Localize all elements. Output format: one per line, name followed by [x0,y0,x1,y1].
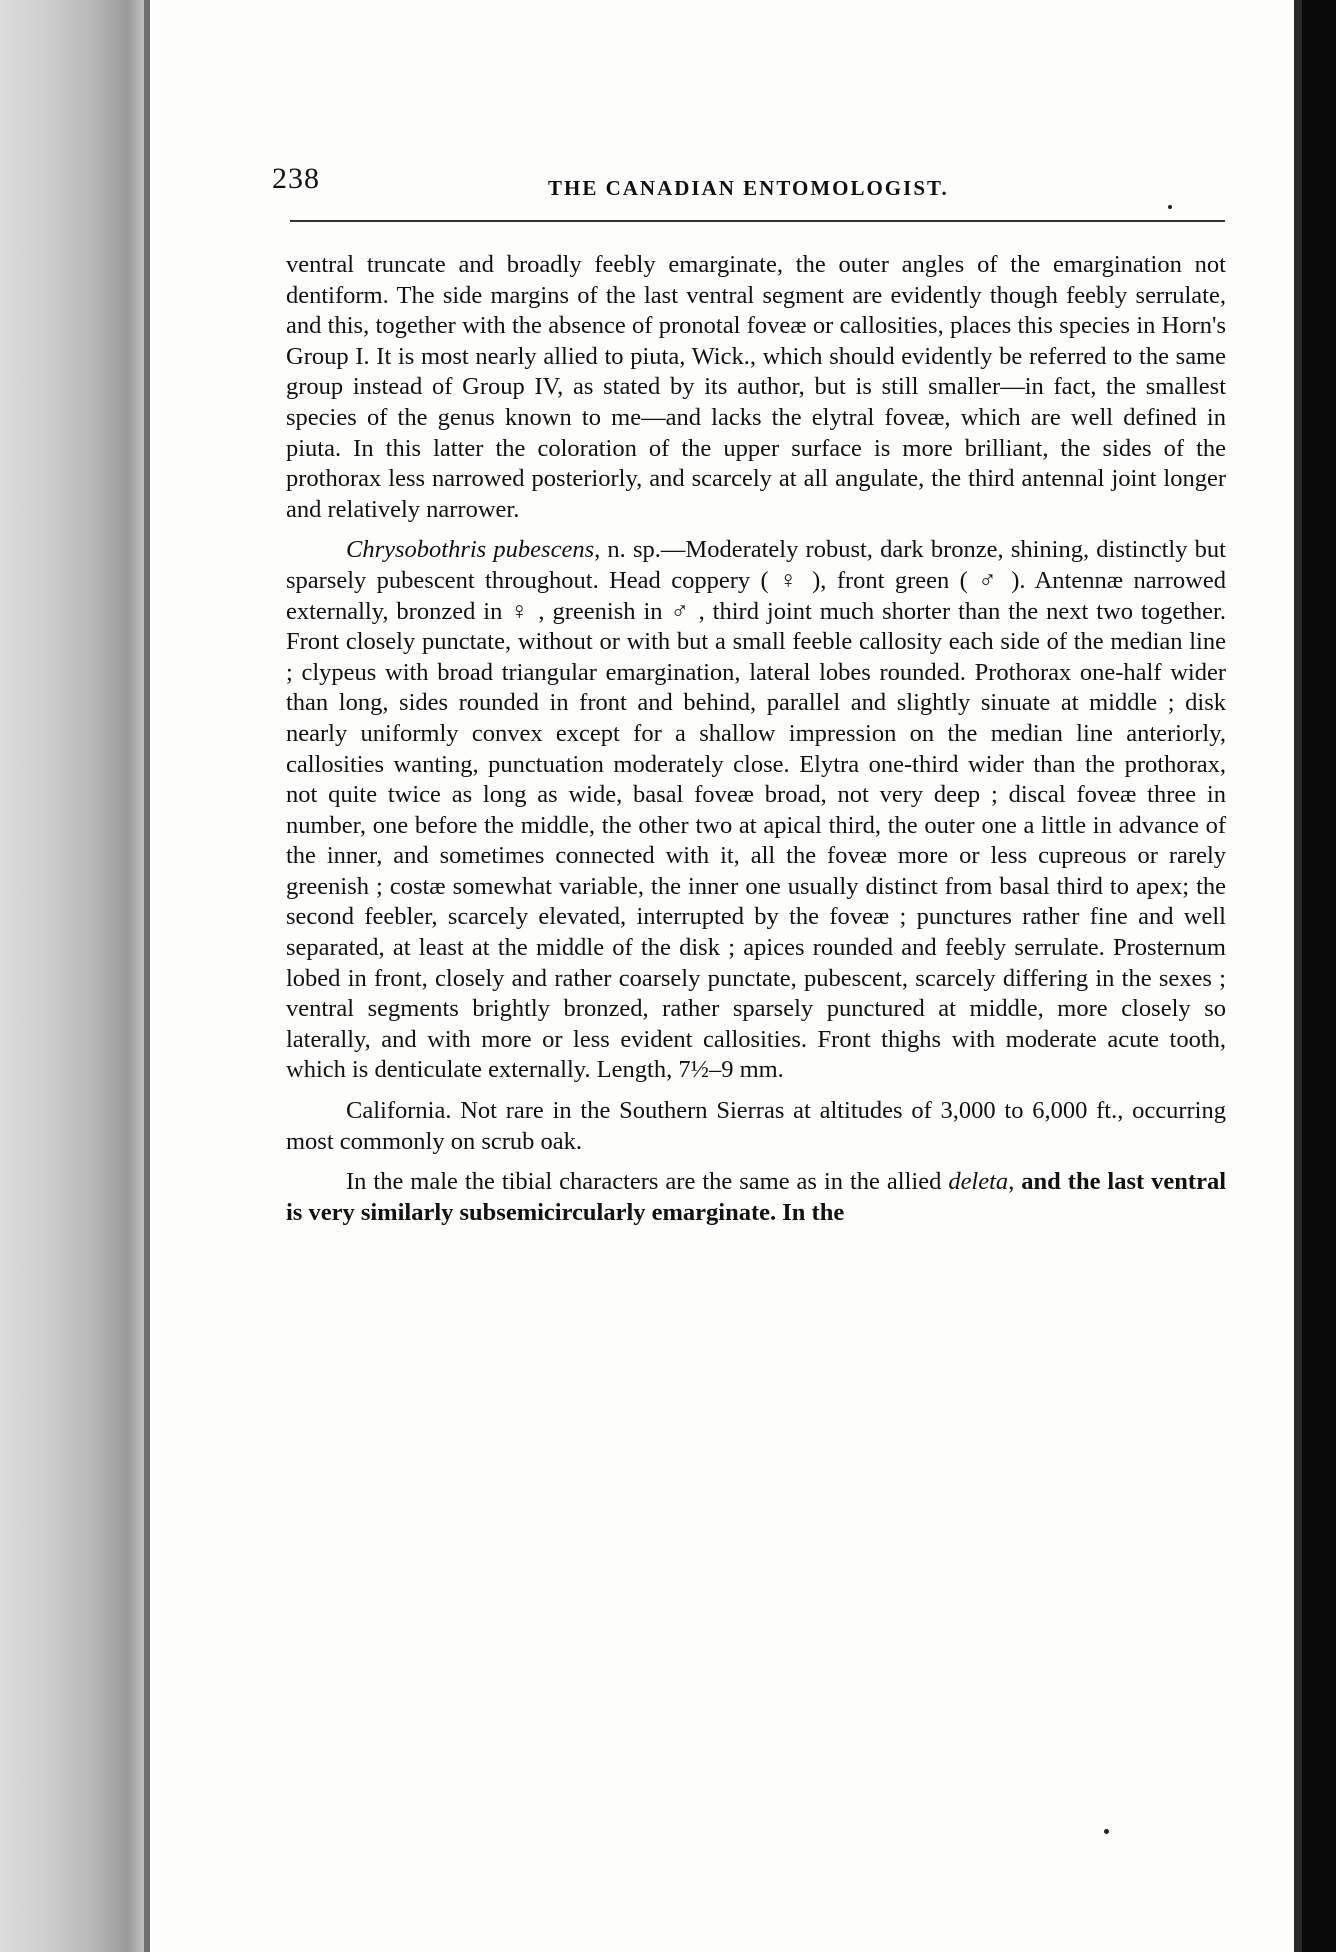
paragraph-2-text: , n. sp.—Moderately robust, dark bronze, shining, distinctly but sparsely pubescent throughout. Head coppery ( ♀ ), front green ( ♂ ). Antennæ narrowed externally, bronzed in ♀ , greenish in ♂ , third joint much shorter than the next two together. Front closely punctate, without or with but a small feeble callosity each side of the median line ; clypeus with broad triangular emargination, lateral lobes rounded. Prothorax one-half wider than long, sides rounded in front and behind, parallel and slightly sinuate at middle ; disk nearly uniformly convex except for a shallow impression on the median line anteriorly, callosities wanting, punctuation moderately close. Elytra one-third wider than the prothorax, not quite twice as long as wide, basal foveæ broad, not very deep ; discal foveæ three in number, one before the middle, the other two at apical third, the outer one a little in advance of the inner, and sometimes connected with it, all the foveæ more or less cupreous or rarely greenish ; costæ somewhat variable, the inner one usually distinct from basal third to apex; the second feebler, scarcely elevated, interrupted by the foveæ ; punctures rather fine and well separated, at least at the middle of the disk ; apices rounded and feebly serrulate. Prosternum lobed in front, closely and rather coarsely punctate, pubescent, scarcely differing in the sexes ; ventral segments brightly bronzed, rather sparsely punctured at middle, more closely so laterally, and with more or less evident callosities. Front thighs with moderate acute tooth, which is denticulate externally. Length, 7½–9 mm. [286,536,1226,1084]
running-title: THE CANADIAN ENTOMOLOGIST. [548,176,949,200]
paragraph-1: ventral truncate and broadly feebly emarginate, the outer angles of the emargination not dentiform. The side margins of the last ventral segment are evidently though feebly serrulate, and this, together with the absence of pronotal foveæ or callosities, places this species in Horn's Group I. It is most nearly allied to piuta, Wick., which should evidently be referred to the same group instead of Group IV, as stated by its author, but is still smaller—in fact, the smallest species of the genus known to me—and lacks the elytral foveæ, which are well defined in piuta. In this latter the coloration of the upper surface is more brilliant, the sides of the prothorax less narrowed posteriorly, and scarcely at all angulate, the third antennal joint longer and relatively narrower. [286,251,1226,523]
paragraph-4-bold-line: and the last ventral is very similarly subsemicircularly emarginate. In the [286,1168,1226,1226]
paragraph-3-locality: California. Not rare in the Southern Sierras at altitudes of 3,000 to 6,000 ft., occurring most commonly on scrub oak. [286,1097,1226,1155]
species-name: Chrysobothris pubescens [346,536,595,564]
article-body [286,250,1226,1228]
ink-speck [1104,1829,1109,1834]
paragraph-4-text-start: In the male the tibial characters are the same as in the allied [346,1168,949,1196]
paragraph-2-species-description [286,535,1226,1086]
species-name-deleta: deleta [948,1168,1009,1196]
header-rule [290,220,1225,222]
page-edge-strip [1294,0,1302,1952]
page-content [268,150,1228,1226]
paragraph-4 [286,1167,1226,1228]
page-number: 238 [272,162,320,195]
paragraph-4-text-end: , [1008,1168,1015,1196]
scan-edge-shadow [1294,0,1336,1952]
page-header [268,150,1228,210]
book-binding-gutter [0,0,150,1952]
